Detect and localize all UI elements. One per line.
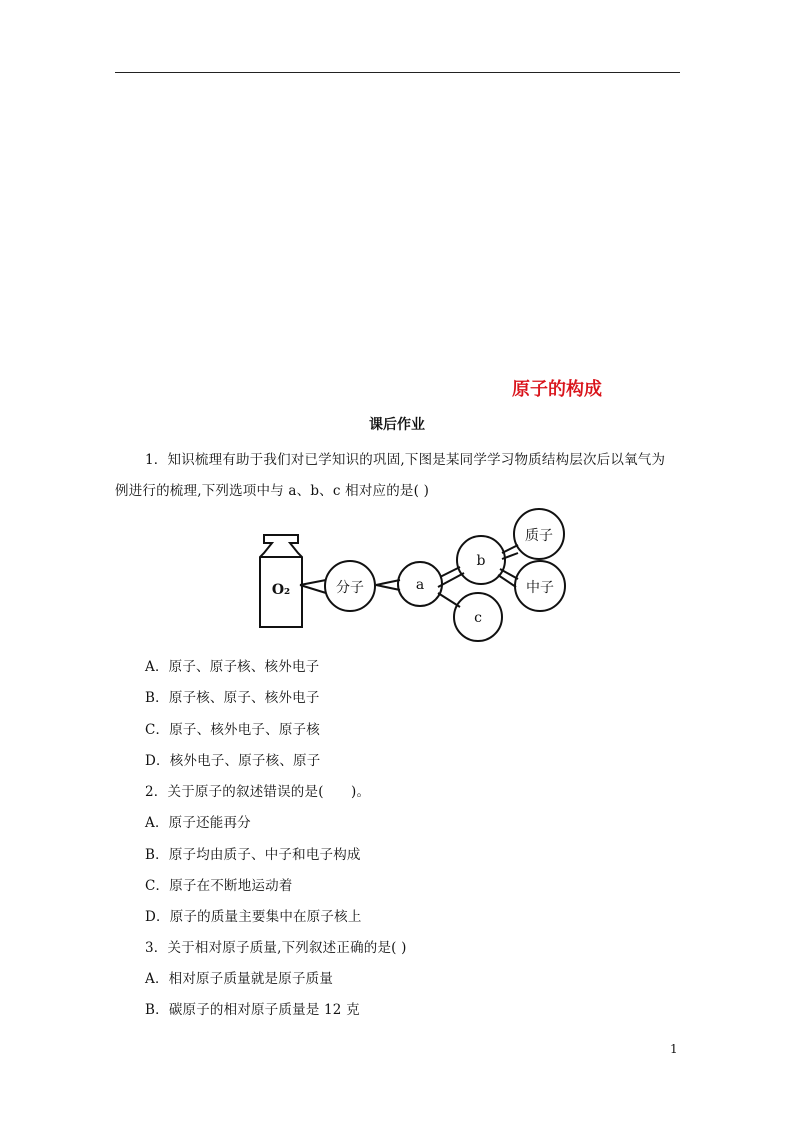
question-3-stem: 3．关于相对原子质量,下列叙述正确的是( ) <box>145 940 407 956</box>
proton-label: 质子 <box>525 528 553 544</box>
q2-option-d: D．原子的质量主要集中在原子核上 <box>145 909 362 925</box>
page-title: 原子的构成 <box>512 379 602 400</box>
bottle-label: O₂ <box>271 582 291 598</box>
q1-option-d: D．核外电子、原子核、原子 <box>145 753 321 769</box>
page-number: 1 <box>670 1042 678 1056</box>
question-2-stem: 2．关于原子的叙述错误的是( )。 <box>145 784 371 800</box>
q2-option-a: A．原子还能再分 <box>145 815 251 831</box>
q3-option-a: A．相对原子质量就是原子质量 <box>145 971 334 987</box>
q1-option-c: C．原子、核外电子、原子核 <box>145 722 320 738</box>
question-1-stem-line-1: 1．知识梳理有助于我们对已学知识的巩固,下图是某同学学习物质结构层次后以氧气为 <box>145 452 666 468</box>
q1-option-a: A．原子、原子核、核外电子 <box>145 659 320 675</box>
bottle-icon <box>260 535 302 627</box>
q3-option-b: B．碳原子的相对原子质量是 12 克 <box>145 1002 360 1018</box>
node-c-label: c <box>474 610 482 626</box>
molecule-label: 分子 <box>336 580 364 596</box>
q2-option-b: B．原子均由质子、中子和电子构成 <box>145 847 361 863</box>
header-rule <box>115 72 680 73</box>
node-b-label: b <box>476 553 486 569</box>
neutron-label: 中子 <box>526 580 554 596</box>
question-1-stem-line-2: 例进行的梳理,下列选项中与 a、b、c 相对应的是( ) <box>115 483 430 499</box>
node-a-label: a <box>415 577 425 593</box>
q1-option-b: B．原子核、原子、核外电子 <box>145 690 320 706</box>
section-subtitle: 课后作业 <box>369 417 425 433</box>
q2-option-c: C．原子在不断地运动着 <box>145 878 293 894</box>
structure-diagram <box>250 505 580 645</box>
